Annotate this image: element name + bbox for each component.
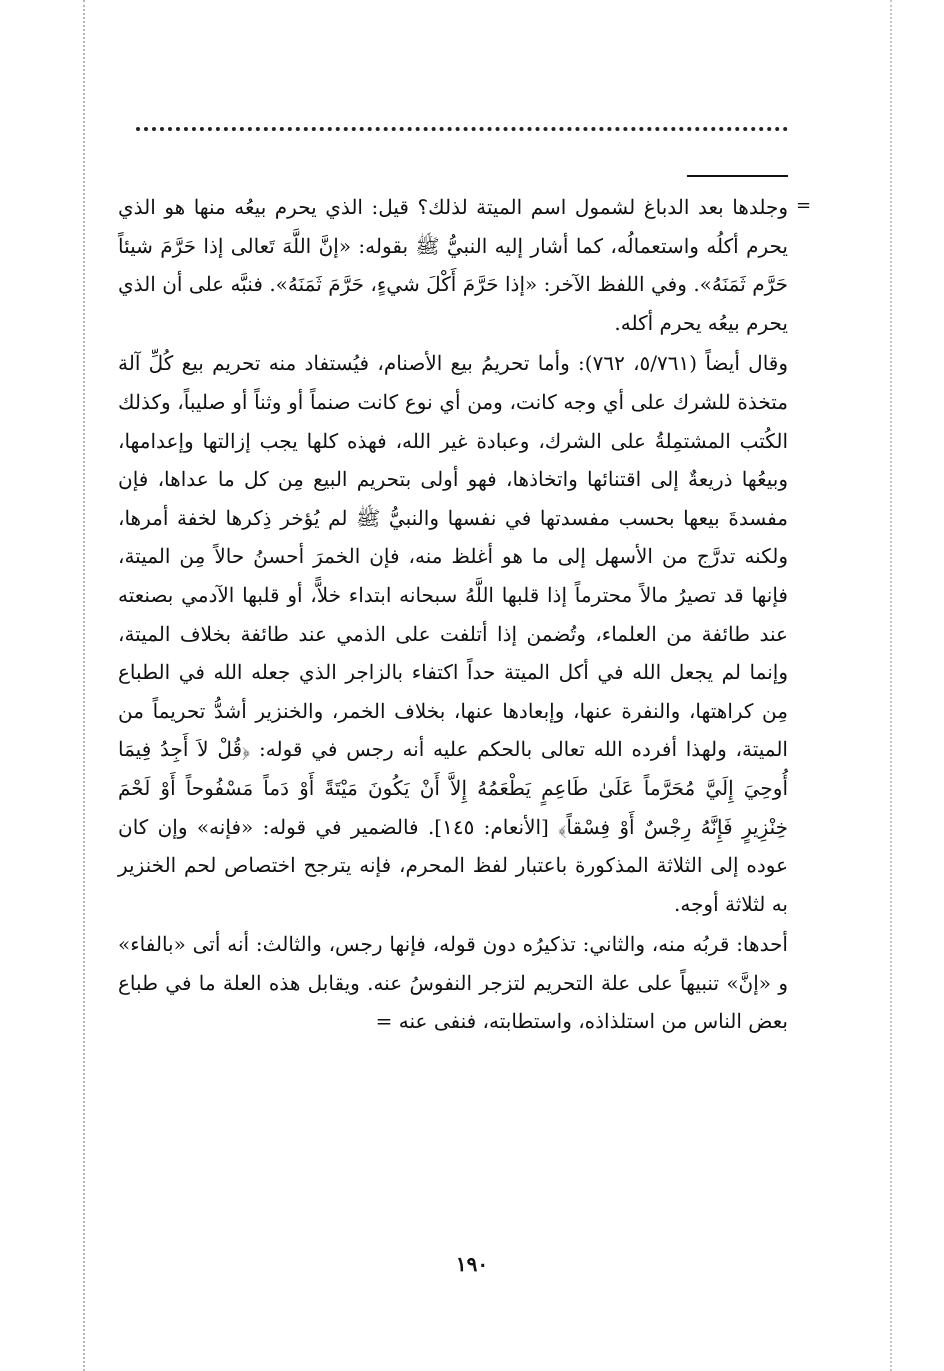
paragraph-2: وقال أيضاً (٥/٧٦١، ٧٦٢): وأما تحريمُ بيع الأصنام، فيُستفاد منه تحريم بيع كُلِّ آلة متخذة للشرك على أي وجه كانت، ومن أي نوع كانت صنماً أو وثناً أو صليباً، وكذلك الكُتب المشتمِلةُ على الشرك، وعبادة غير الله، فهذه كلها يجب إزالتها وإعدامها، وبيعُها ذريعةٌ إلى اقتنائها واتخاذها، فهو أولى بتحريم البيع مِن كل ما عداها، فإن مفسدةَ بيعها بحسب مفسدتها في نفسها والنبيُّ ﷺ لم يُؤخر ذِكرها لخفة أمرها، ولكنه تدرَّج من الأسهل إلى ما هو أغلظ منه، فإن الخمرَ أحسنُ حالاً مِن الميتة، فإنها قد تصيرُ مالاً محترماً إذا قلبها اللَّهُ سبحانه ابتداء خلاًّ، أو قلبها الآدمي بصنعته عند طائفة من العلماء، وتُضمن إذا أتلفت على الذمي عند طائفة بخلاف الميتة، وإنما لم يجعل الله في أكل الميتة حداً اكتفاء بالزاجر الذي جعله الله في الطباع مِن كراهتها، والنفرة عنها، وإبعادها عنها، بخلاف الخمر، والخنزير أشدُّ تحريماً من الميتة، ولهذا أفرده الله تعالى بالحكم عليه أنه رجس في قوله: ﴿قُلْ لاَ أَجِدُ فِيمَا أُوحِيَ إِلَيَّ مُحَرَّماً عَلَىٰ طَاعِمٍ يَطْعَمُهُ إِلاَّ أَنْ يَكُونَ مَيْتَةً أَوْ دَماً مَسْفُوحاً أَوْ لَحْمَ خِنْزِيرٍ فَإِنَّهُ رِجْسٌ أَوْ فِسْقاً﴾ [الأنعام: ١٤٥]. فالضمير في قوله: «فإنه» وإن كان عوده إلى الثلاثة المذكورة باعتبار لفظ المحرم، فإنه يترجح اختصاص لحم الخنزير به لثلاثة أوجه. [118,351,789,916]
scan-edge-left [83,0,85,1371]
footnote-text [118,188,788,1041]
paragraph-3: أحدها: قربُه منه، والثاني: تذكيرُه دون قوله، فإنها رجس، والثالث: أنه أتى «بالفاء» و «إنَّ» تنبيهاً على علة التحريم لتزجر النفوسُ عنه. ويقابل هذه العلة ما في طباع بعض الناس من استلذاذه، واستطابته، فنفى عنه = [118,932,788,1034]
scan-edge-right [890,0,892,1371]
footnote-rule [687,175,788,177]
dotted-separator [136,127,788,131]
page-number: ١٩٠ [455,1252,489,1276]
paragraph-1: وجلدها بعد الدباغ لشمول اسم الميتة لذلك؟ قيل: الذي يحرم بيعُه منها هو الذي يحرم أكلُه واستعمالُه، كما أشار إليه النبيُّ ﷺ بقوله: «إنَّ اللَّهَ تَعالى إذا حَرَّمَ شيئاً حَرَّم ثَمَنَهُ». وفي اللفظ الآخر: «إذا حَرَّمَ أَكْلَ شيءٍ، حَرَّمَ ثَمَنَهُ». فنبَّه على أن الذي يحرم بيعُه يحرم أكله. [118,195,788,335]
continuation-mark: = [796,195,812,216]
